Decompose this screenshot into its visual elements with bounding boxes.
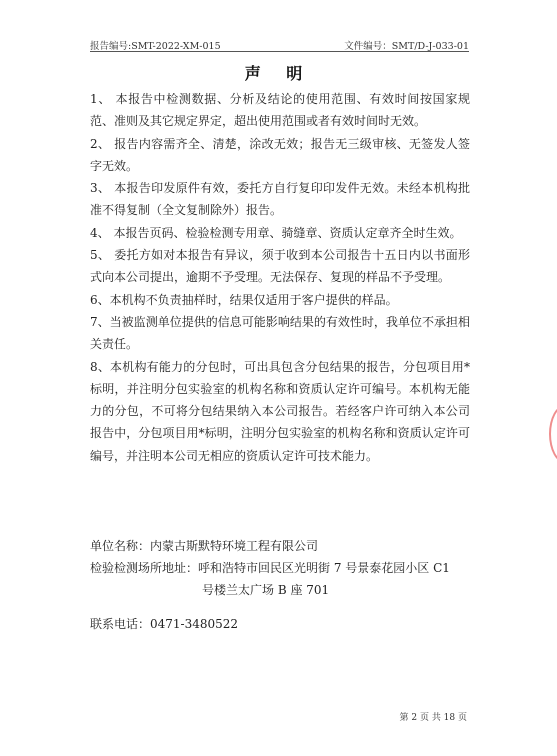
seal-stamp-edge bbox=[547, 405, 557, 459]
clause-1: 1、 本报告中检测数据、分析及结论的使用范围、有效时间按国家规范、准则及其它规定界定，超出使用范围或者有效时间时无效。 bbox=[90, 92, 470, 129]
clause-6: 6、本机构不负责抽样时，结果仅适用于客户提供的样品。 bbox=[90, 292, 398, 307]
declaration-clauses bbox=[90, 88, 470, 467]
page-number: 第 2 页 共 18 页 bbox=[399, 713, 467, 723]
contact-phone: 联系电话：0471-3480522 bbox=[90, 617, 239, 631]
clause-2: 2、 报告内容需齐全、清楚，涂改无效；报告无三级审核、无签发人签字无效。 bbox=[90, 136, 470, 173]
clause-4: 4、 本报告页码、检验检测专用章、骑缝章、资质认定章齐全时生效。 bbox=[90, 225, 462, 240]
file-number: 文件编号：SMT/D-J-033-01 bbox=[344, 41, 469, 52]
address-line-2: 号楼兰太广场 B 座 701 bbox=[202, 583, 330, 597]
page-title: 声 明 bbox=[244, 64, 313, 83]
clause-5: 5、 委托方如对本报告有异议，须于收到本公司报告十五日内以书面形式向本公司提出，逾期不予受理。无法保存、复现的样品不予受理。 bbox=[90, 248, 470, 285]
clause-8: 8、本机构有能力的分包时，可出具包含分包结果的报告，分包项目用*标明，并注明分包实验室的机构名称和资质认定许可编号。本机构无能力的分包，不可将分包结果纳入本公司报告。若经客户许可纳入本公司报告中，分包项目用*标明，注明分包实验室的机构名称和资质认定许可编号，并注明本公司无相应的资质认定许可技术能力。 bbox=[90, 359, 470, 463]
clause-3: 3、 本报告印发原件有效，委托方自行复印印发件无效。未经本机构批准不得复制（全文复制除外）报告。 bbox=[90, 181, 470, 218]
company-name: 单位名称：内蒙古斯默特环境工程有限公司 bbox=[90, 539, 319, 553]
clause-7: 7、当被监测单位提供的信息可能影响结果的有效性时，我单位不承担相关责任。 bbox=[90, 314, 470, 352]
address-line-1: 检验检测场所地址：呼和浩特市回民区光明街 7 号景泰花园小区 C1 bbox=[90, 561, 450, 575]
header-divider bbox=[90, 51, 469, 52]
report-number: 报告编号:SMT-2022-XM-015 bbox=[90, 41, 221, 52]
